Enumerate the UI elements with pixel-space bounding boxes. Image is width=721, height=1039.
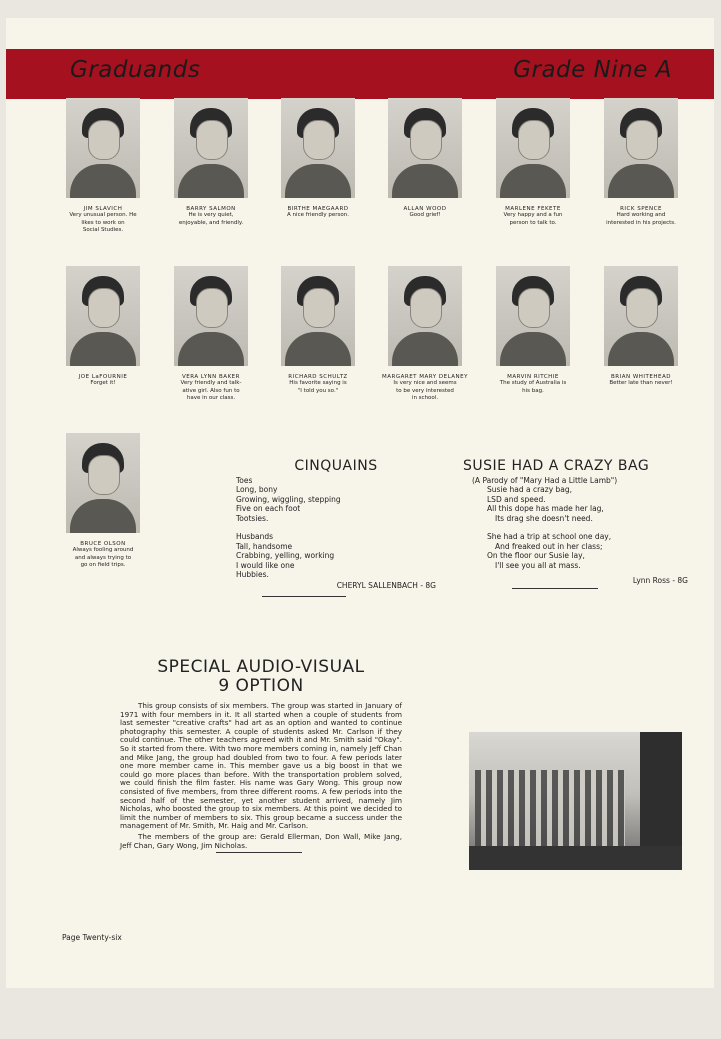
student-photo — [388, 98, 462, 198]
poem-title: CINQUAINS — [294, 458, 378, 474]
student-card — [163, 266, 259, 403]
student-name: BRIAN WHITEHEAD — [611, 374, 671, 380]
student-card — [55, 98, 151, 235]
student-card — [270, 266, 366, 395]
article-paragraph: This group consists of six members. The group was started in January of 1971 with four members in it. It all started when a couple of students from last semester "creative crafts" had art as an option and wanted to continue photography this semester. A couple of students asked Mr. Carlson if they could continue. The other teachers agreed with it and Mr. Smith said "Okay". So it started from there. With two more members coming in, namely Jeff Chan and Mike Jang, the group had doubled from two to four. A few periods later one more member came in. This member gave us a big boost in that we could go more places than before. With the transportation problem solved, we could finish the film faster. His name was Gary Wong. This group now consisted of five members, from three different rooms. A few periods into the second half of the semester, yet another student arrived, namely Jim Nicholas, who boosted the group to six members. At this point we decided to limit the number of members to six. This group became a success under the management of Mr. Smith, Mr. Haig and Mr. Carlson. — [120, 701, 402, 831]
poem-line: Its drag she doesn't need. — [495, 513, 593, 523]
student-desc-line: Is very nice and seems — [393, 380, 457, 386]
poem-line: Husbands — [236, 532, 274, 541]
student-card — [377, 98, 473, 220]
student-photo — [388, 266, 462, 366]
audio-visual-article — [120, 658, 402, 853]
student-desc-line: person to talk to. — [509, 219, 557, 226]
student-desc-line: enjoyable, and friendly. — [178, 219, 244, 226]
student-card — [377, 266, 473, 403]
student-desc-line: Very friendly and talk- — [180, 380, 242, 386]
student-photo — [496, 266, 570, 366]
student-name: MARLENE FEKETE — [505, 206, 561, 212]
student-card — [485, 98, 581, 227]
poem-line: Five on each foot — [236, 504, 301, 513]
student-desc-line: have in our class. — [186, 395, 236, 401]
student-card — [485, 266, 581, 395]
student-desc-line: Social Studies. — [82, 227, 124, 233]
student-card — [270, 98, 366, 220]
student-desc-line: Forget it! — [90, 380, 116, 386]
student-card — [593, 266, 689, 388]
poem-title: SUSIE HAD A CRAZY BAG — [463, 458, 650, 474]
poem-line: Toes — [236, 475, 253, 485]
student-card — [593, 98, 689, 227]
grade-title: Grade Nine A — [513, 57, 672, 83]
poem-line: Hubbies. — [236, 570, 269, 579]
article-title-line1: SPECIAL AUDIO-VISUAL — [157, 657, 365, 677]
student-desc-line: Better late than never! — [609, 380, 673, 386]
poem-line: Susie had a crazy bag, — [487, 485, 573, 494]
student-desc-line: likes to work on — [81, 219, 125, 226]
poem-subtitle: (A Parody of "Mary Had a Little Lamb") — [472, 475, 618, 485]
student-desc-line: Good grief! — [409, 212, 441, 218]
student-desc-line: A nice friendly person. — [287, 212, 349, 218]
student-desc-line: to be very interested — [396, 387, 454, 394]
cinquains-poem — [236, 458, 436, 590]
student-desc-line: his bag. — [522, 387, 544, 394]
student-desc-line: Hard working and — [616, 212, 666, 218]
article-title-line2: 9 OPTION — [218, 676, 304, 696]
student-desc-line: and always trying to — [74, 554, 132, 561]
poem-line: She had a trip at school one day, — [487, 532, 612, 541]
student-desc-line: interested in his projects. — [606, 219, 676, 226]
student-card — [163, 98, 259, 227]
student-name: JIM SLAVICH — [83, 206, 123, 212]
student-photo — [604, 98, 678, 198]
student-photo — [174, 266, 248, 366]
poem-line: And freaked out in her class; — [495, 541, 603, 551]
student-card — [55, 266, 151, 388]
student-name: MARGARET MARY DELANEY — [382, 374, 468, 380]
student-photo — [281, 266, 355, 366]
student-photo — [66, 433, 140, 533]
student-desc-line: Always fooling around — [72, 547, 134, 553]
poem-line: LSD and speed. — [487, 494, 546, 504]
poem-author: Lynn Ross - 8G — [632, 576, 688, 585]
divider — [262, 596, 346, 597]
student-desc-line: go on field trips. — [80, 562, 126, 568]
student-name: RICHARD SCHULTZ — [288, 374, 348, 380]
student-desc-line: Very happy and a fun — [503, 212, 563, 218]
susie-poem — [460, 458, 688, 586]
student-card — [55, 433, 151, 570]
student-name: MARVIN RITCHIE — [507, 374, 559, 380]
student-photo — [66, 98, 140, 198]
poem-line: I'll see you all at mass. — [495, 560, 581, 570]
poem-line: Tall, handsome — [236, 541, 293, 551]
poem-line: On the floor our Susie lay, — [487, 551, 585, 560]
poem-line: Growing, wiggling, stepping — [236, 494, 341, 504]
section-title: Graduands — [70, 57, 201, 83]
poem-line: I would like one — [236, 560, 295, 570]
student-name: RICK SPENCE — [620, 206, 662, 212]
divider — [216, 852, 302, 853]
student-desc-line: in school. — [411, 395, 439, 401]
poem-line: Crabbing, yelling, working — [236, 551, 335, 560]
poem-line: Tootsies. — [236, 513, 269, 523]
header-band — [6, 49, 714, 99]
student-photo — [496, 98, 570, 198]
poem-author: CHERYL SALLENBACH - 8G — [336, 580, 436, 590]
student-desc-line: His favorite saying is — [289, 380, 347, 386]
divider — [512, 588, 598, 589]
student-name: VERA LYNN BAKER — [182, 374, 240, 380]
student-desc-line: Very unusual person. He — [69, 212, 137, 218]
page-number: Page Twenty-six — [62, 933, 122, 942]
poem-line: All this dope has made her lag, — [487, 504, 604, 513]
student-name: BARRY SALMON — [186, 206, 236, 212]
student-name: JOE LaFOURNIE — [78, 374, 128, 380]
student-name: BIRTHE MAEGAARD — [287, 206, 349, 212]
student-photo — [66, 266, 140, 366]
student-photo — [604, 266, 678, 366]
student-desc-line: ative girl. Also fun to — [182, 387, 240, 394]
student-photo — [281, 98, 355, 198]
student-name: BRUCE OLSON — [80, 541, 126, 547]
article-paragraph: The members of the group are: Gerald Ellerman, Don Wall, Mike Jang, Jeff Chan, Gary Wong, Jim Nicholas. — [120, 831, 402, 850]
choir-photo — [469, 732, 682, 870]
student-name: ALLAN WOOD — [403, 206, 447, 212]
student-desc-line: The study of Australia is — [499, 380, 567, 386]
poem-line: Long, bony — [236, 485, 278, 494]
student-desc-line: He is very quiet, — [188, 212, 234, 218]
student-photo — [174, 98, 248, 198]
student-desc-line: "I told you so." — [297, 387, 339, 394]
